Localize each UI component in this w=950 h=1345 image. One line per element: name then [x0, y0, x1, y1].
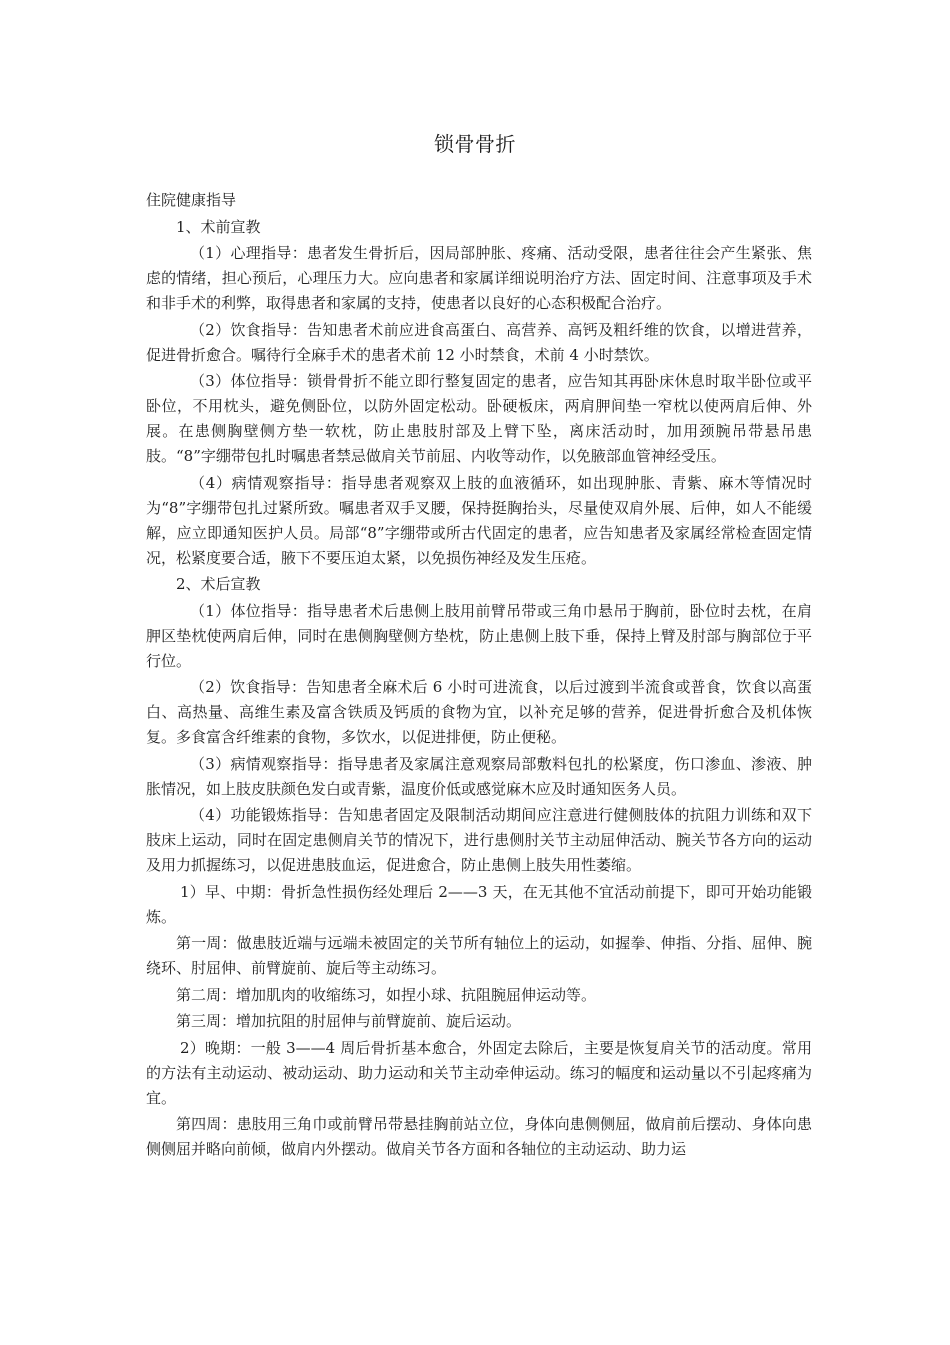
preop-heading: 1、术前宣教	[176, 217, 261, 236]
postop-heading: 2、术后宣教	[176, 575, 261, 593]
document-title: 锁骨骨折	[434, 132, 516, 156]
document-body	[146, 188, 812, 1164]
late-stage-paragraph: 2）晚期：一般 3——4 周后骨折基本愈合，外固定去除后，主要是恢复肩关节的活动度。常用的方法有主动运动、被动运动、助力运动和关节主动牵伸运动。练习的幅度和运动量以不引起疼痛为宜。	[146, 1038, 812, 1107]
postop-exercise-paragraph: （4）功能锻炼指导：告知患者固定及限制活动期间应注意进行健侧肢体的抗阻力训练和双下肢床上运动，同时在固定患侧肩关节的情况下，进行患侧肘关节主动屈伸活动、腕关节各方向的运动及用力抓握练习，以促进患肢血运，促进愈合，防止患侧上肢失用性萎缩。	[146, 806, 812, 874]
preop-observation-paragraph: （4）病情观察指导：指导患者观察双上肢的血液循环，如出现肿胀、青紫、麻木等情况时为“8”字绷带包扎过紧所致。嘱患者双手叉腰，保持挺胸抬头，尽量使双肩外展、后伸，如人不能缓解，应立即通知医护人员。局部“8”字绷带或所古代固定的患者，应告知患者及家属经常检查固定情况，松紧度要合适，腋下不要压迫太紧，以免损伤神经及发生压疮。	[146, 473, 812, 567]
section-heading: 住院健康指导	[146, 191, 237, 209]
postop-position-paragraph: （1）体位指导：指导患者术后患侧上肢用前臂吊带或三角巾悬吊于胸前，卧位时去枕，在肩胛区垫枕使两肩后伸，同时在患侧胸壁侧方垫枕，防止患侧上肢下垂，保持上臂及肘部与胸部位于平行位。	[146, 601, 812, 670]
preop-position-paragraph: （3）体位指导：锁骨骨折不能立即行整复固定的患者，应告知其再卧床休息时取半卧位或平卧位，不用枕头，避免侧卧位，以防外固定松动。卧硬板床，两肩胛间垫一窄枕以使两肩后伸、外展。在患侧胸壁侧方垫一软枕，防止患肢肘部及上臂下坠，离床活动时，加用颈腕吊带悬吊患肢。“8”字绷带包扎时嘱患者禁忌做肩关节前屈、内收等动作，以免腋部血管神经受压。	[146, 372, 812, 465]
preop-diet-paragraph: （2）饮食指导：告知患者术前应进食高蛋白、高营养、高钙及粗纤维的饮食，以增进营养，促进骨折愈合。嘱待行全麻手术的患者术前 12 小时禁食，术前 4 小时禁饮。	[146, 320, 812, 364]
postop-observation-paragraph: （3）病情观察指导：指导患者及家属注意观察局部敷料包扎的松紧度，伤口渗血、渗液、肿胀情况，如上肢皮肤颜色发白或青紫，温度价低或感觉麻木应及时通知医务人员。	[146, 754, 812, 798]
week-three-paragraph: 第三周：增加抗阻的肘屈伸与前臂旋前、旋后运动。	[176, 1012, 522, 1030]
postop-diet-paragraph: （2）饮食指导：告知患者全麻术后 6 小时可进流食，以后过渡到半流食或普食，饮食以高蛋白、高热量、高维生素及富含铁质及钙质的食物为宜，以补充足够的营养，促进骨折愈合及机体恢复。多食富含纤维素的食物，多饮水，以促进排便，防止便秘。	[146, 678, 812, 746]
early-stage-paragraph: 1）早、中期：骨折急性损伤经处理后 2——3 天，在无其他不宜活动前提下，即可开始功能锻炼。	[146, 882, 812, 926]
week-four-paragraph: 第四周：患肢用三角巾或前臂吊带悬挂胸前站立位，身体向患侧侧屈，做肩前后摆动、身体向患侧侧屈并略向前倾，做肩内外摆动。做肩关节各方面和各轴位的主动运动、助力运	[146, 1115, 812, 1158]
preop-psychology-paragraph: （1）心理指导：患者发生骨折后，因局部肿胀、疼痛、活动受限，患者往往会产生紧张、焦虑的情绪，担心预后，心理压力大。应向患者和家属详细说明治疗方法、固定时间、注意事项及手术和非手术的利弊，取得患者和家属的支持，使患者以良好的心态积极配合治疗。	[146, 244, 812, 312]
week-two-paragraph: 第二周：增加肌肉的收缩练习，如捏小球、抗阻腕屈伸运动等。	[176, 985, 597, 1004]
week-one-paragraph: 第一周：做患肢近端与远端未被固定的关节所有轴位上的运动，如握拳、伸指、分指、屈伸、腕绕环、肘屈伸、前臂旋前、旋后等主动练习。	[146, 934, 812, 977]
